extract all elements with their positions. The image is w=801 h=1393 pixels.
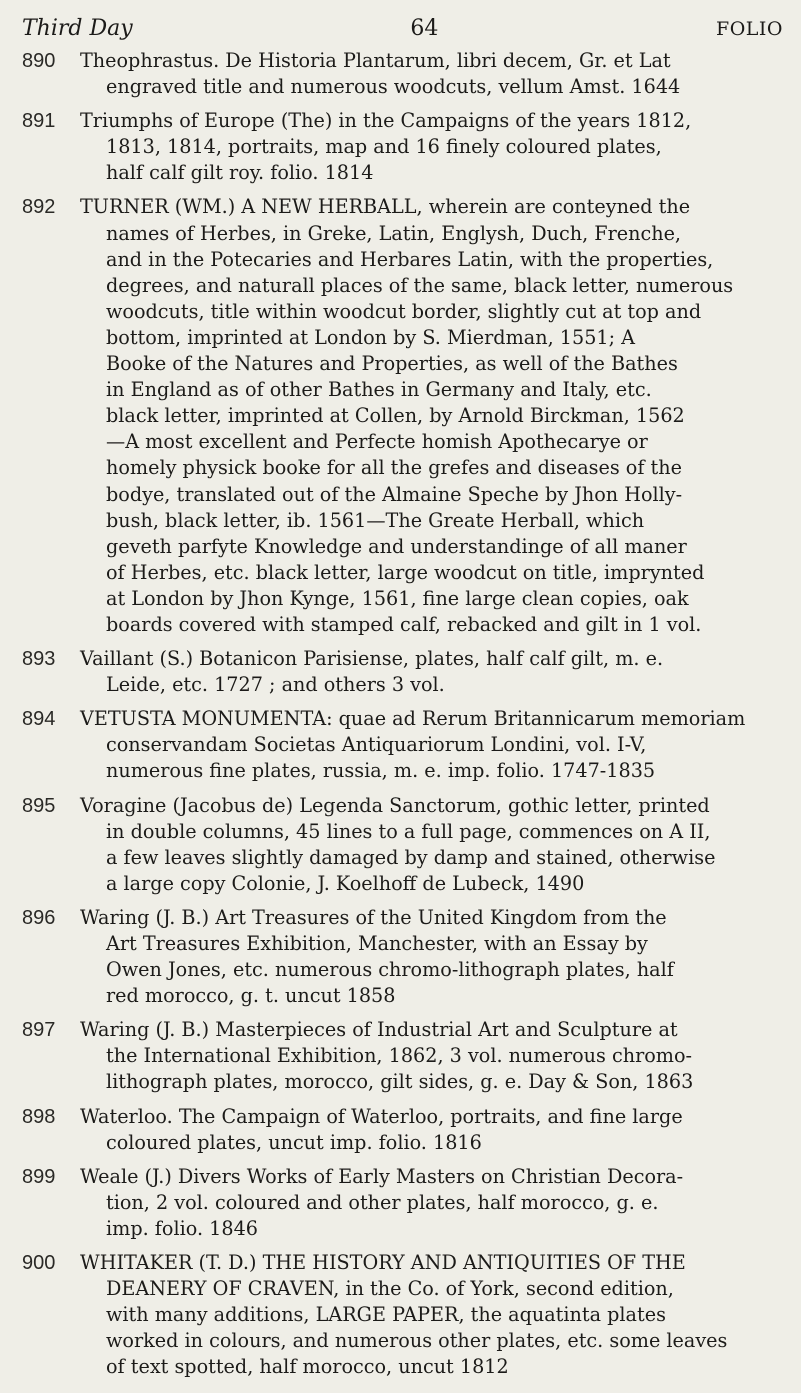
lot-line: Vaillant (S.) Botanicon Parisiense, plates, half calf gilt, m. e. [80,647,664,671]
lot-line: Art Treasures Exhibition, Manchester, with an Essay by [106,932,648,955]
lot-line: Leide, etc. 1727 ; and others 3 vol. [106,673,445,697]
lot-line: homely physick booke for all the grefes and diseases of the [106,456,682,480]
lot-line: bottom, imprinted at London by S. Mierdman, 1551; A [106,325,636,349]
lot-line: bush, black letter, ib. 1561—The Greate Herball, which [106,508,645,532]
lot-line: TURNER (WM.) A NEW HERBALL, wherein are conteyned the [80,195,691,219]
lot-description [80,793,783,897]
lot-line: in England as of other Bathes in Germany and Italy, etc. [106,378,652,402]
lot-number: 893 [22,648,56,671]
lot-entry [22,706,783,784]
lot-line: boards covered with stamped calf, rebacked and gilt in 1 vol. [106,612,702,636]
lot-line: Triumphs of Europe (The) in the Campaigns of the years 1812, [80,109,692,133]
lot-line: Booke of the Natures and Properties, as well of the Bathes [106,352,678,376]
lot-line: coloured plates, uncut imp. folio. 1816 [106,1130,482,1154]
lot-line: worked in colours, and numerous other plates, etc. some leaves [106,1329,728,1353]
lot-line: Waterloo. The Campaign of Waterloo, portraits, and fine large [80,1104,683,1128]
running-head [22,14,783,44]
lot-line: VETUSTA MONUMENTA: quae ad Rerum Britannicarum memoriam [80,707,746,731]
lot-line: WHITAKER (T. D.) THE HISTORY AND ANTIQUITIES OF THE [80,1251,686,1275]
lot-number: 899 [22,1165,56,1188]
lot-line: red morocco, g. t. uncut 1858 [106,984,396,1008]
lot-description [80,646,783,698]
lot-line: conservandam Societas Antiquariorum Londini, vol. I-V, [106,733,647,757]
lot-line: Owen Jones, etc. numerous chromo-lithograph plates, half [106,958,674,982]
lot-line: of Herbes, etc. black letter, large woodcut on title, imprynted [106,560,705,584]
lot-line: woodcuts, title within woodcut border, slightly cut at top and [106,299,702,323]
lot-line: a large copy Colonie, J. Koelhoff de Lubeck, 1490 [106,871,585,895]
lot-line: geveth parfyte Knowledge and understandinge of all maner [106,534,687,558]
lot-line: half calf gilt roy. folio. 1814 [106,161,374,185]
lot-line: 1813, 1814, portraits, map and 16 finely coloured plates, [106,135,662,159]
lot-entry [22,1164,783,1242]
lot-line: Theophrastus. De Historia Plantarum, libri decem, Gr. et Lat [80,49,671,72]
lot-line: and in the Potecaries and Herbares Latin, with the properties, [106,247,714,271]
lot-line: Waring (J. B.) Art Treasures of the United Kingdom from the [80,905,667,929]
lot-line: numerous fine plates, russia, m. e. imp. folio. 1747-1835 [106,759,656,783]
lot-line: with many additions, LARGE PAPER, the aquatinta plates [106,1303,666,1327]
lot-entry [22,793,783,897]
lot-line: Voragine (Jacobus de) Legenda Sanctorum, gothic letter, printed [80,793,710,817]
lot-description [80,706,783,784]
lot-line: engraved title and numerous woodcuts, vellum Amst. 1644 [106,75,681,99]
lot-line: degrees, and naturall places of the same, black letter, numerous [106,273,734,297]
lot-number: 895 [22,794,56,817]
lot-line: bodye, translated out of the Almaine Speche by Jhon Holly- [106,482,683,506]
lot-line: Waring (J. B.) Masterpieces of Industrial Art and Sculpture at [80,1018,678,1042]
lot-number: 900 [22,1252,56,1275]
lot-description [80,1250,783,1380]
lot-line: DEANERY OF CRAVEN, in the Co. of York, second edition, [106,1277,674,1301]
lot-line: imp. folio. 1846 [106,1216,258,1240]
lot-entry [22,1017,783,1095]
lot-line: tion, 2 vol. coloured and other plates, half morocco, g. e. [106,1190,659,1214]
lot-entry [22,646,783,698]
lot-description [80,108,783,186]
lot-number: 898 [22,1105,56,1128]
lot-number: 894 [22,708,56,731]
lot-entry [22,48,783,100]
lot-description [80,905,783,1009]
lot-number: 896 [22,906,56,929]
lot-line: —A most excellent and Perfecte homish Apothecarye or [106,430,648,454]
lot-entry [22,1104,783,1156]
page-number: 64 [410,16,439,41]
lot-line: in double columns, 45 lines to a full page, commences on A II, [106,819,711,843]
lot-entry [22,1250,783,1380]
lot-line: of text spotted, half morocco, uncut 1812 [106,1355,509,1379]
lot-entry [22,194,783,638]
lot-number: 891 [22,110,56,133]
running-head-day: Third Day [22,16,133,41]
lot-line: black letter, imprinted at Collen, by Arnold Birckman, 1562 [106,404,685,428]
lot-line: lithograph plates, morocco, gilt sides, g. e. Day & Son, 1863 [106,1070,694,1094]
lot-line: Weale (J.) Divers Works of Early Masters on Christian Decora- [80,1164,684,1188]
lot-description [80,194,783,638]
lot-line: at London by Jhon Kynge, 1561, fine large clean copies, oak [106,586,689,610]
lot-line: names of Herbes, in Greke, Latin, Englysh, Duch, Frenche, [106,221,682,245]
lot-line: the International Exhibition, 1862, 3 vol. numerous chromo- [106,1044,693,1068]
lot-description [80,1104,783,1156]
lot-description [80,48,783,100]
lot-list [22,48,783,1381]
lot-line: a few leaves slightly damaged by damp and stained, otherwise [106,845,716,869]
lot-entry [22,108,783,186]
lot-number: 892 [22,196,56,219]
running-head-section: FOLIO [716,18,783,40]
lot-number: 890 [22,50,56,72]
lot-entry [22,905,783,1009]
lot-number: 897 [22,1019,56,1042]
lot-description [80,1017,783,1095]
lot-description [80,1164,783,1242]
